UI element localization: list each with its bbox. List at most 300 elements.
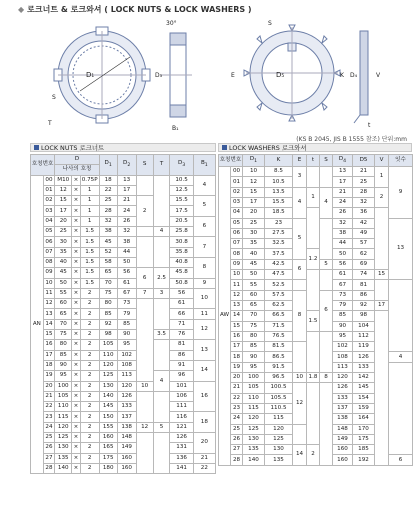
nut-thread-pitch: 1 [80, 216, 99, 226]
nut-b1: 16 [193, 381, 215, 412]
washer-k: 15.5 [265, 198, 293, 208]
nut-table-row [31, 278, 216, 288]
washer-s: 4 [320, 187, 333, 218]
nut-thread-sep: × [72, 206, 80, 216]
washer-d1: 15 [243, 187, 265, 197]
washer-d1: 70 [243, 311, 265, 321]
nut-number: 27 [43, 453, 55, 463]
nut-thread-sep: × [72, 350, 80, 360]
washer-d4: 120 [333, 373, 353, 383]
nut-header-d2: $D_2$ [117, 155, 136, 176]
washer-d4: 160 [333, 445, 353, 455]
washer-number: 08 [231, 249, 243, 259]
nut-thread-size: 17 [55, 206, 72, 216]
washer-d4: 137 [333, 403, 353, 413]
nut-number: 12 [43, 299, 55, 309]
nut-d1: 58 [99, 257, 117, 267]
nut-d3: 126 [170, 433, 193, 443]
nut-t [153, 237, 170, 268]
nut-s: 7 [136, 288, 153, 298]
nut-thread-sep: × [72, 330, 80, 340]
washer-v [375, 280, 389, 301]
nut-thread-sep: × [72, 227, 80, 237]
washer-table-row [219, 311, 413, 321]
nut-thread-pitch: 2 [80, 422, 99, 432]
nut-d2: 79 [117, 309, 136, 319]
washer-d5: 126 [353, 352, 375, 362]
nut-thread-pitch: 2 [80, 319, 99, 329]
nut-d2: 137 [117, 412, 136, 422]
nut-number: 05 [43, 227, 55, 237]
nut-thread-pitch: 2 [80, 371, 99, 381]
washer-k: 86.5 [265, 352, 293, 362]
svg-text:S: S [52, 94, 56, 101]
washer-d4: 61 [333, 270, 353, 280]
washer-k: 47.5 [265, 270, 293, 280]
nut-t: 3.5 [153, 330, 170, 340]
washer-d1: 90 [243, 352, 265, 362]
nut-thread-pitch: 2 [80, 433, 99, 443]
nut-d3: 106 [170, 391, 193, 401]
svg-text:D₃: D₃ [155, 72, 163, 79]
nut-number: 17 [43, 350, 55, 360]
washer-d1: 65 [243, 300, 265, 310]
nut-d3: 61 [170, 299, 193, 309]
washer-k: 42.5 [265, 259, 293, 269]
nut-thread-size: 120 [55, 422, 72, 432]
nut-d2: 50 [117, 257, 136, 267]
washer-d4: 26 [333, 208, 353, 218]
nut-thread-sep: × [72, 319, 80, 329]
washer-t [307, 270, 320, 311]
nut-thread-size: 95 [55, 371, 72, 381]
washer-t [307, 331, 320, 372]
nut-d3: 25.8 [170, 227, 193, 237]
washer-d4: 50 [333, 249, 353, 259]
washer-k: 8.5 [265, 167, 293, 177]
washer-d4: 133 [333, 393, 353, 403]
washer-e: 12 [293, 383, 307, 424]
nut-thread-size: 55 [55, 288, 72, 298]
washer-d4: 108 [333, 352, 353, 362]
nut-b1: 21 [193, 453, 215, 463]
nut-d2: 13 [117, 175, 136, 185]
svg-text:D₁: D₁ [86, 71, 95, 79]
nut-d1: 98 [99, 330, 117, 340]
lock-nuts-table [30, 154, 216, 474]
nut-thread-pitch: 1 [80, 196, 99, 206]
nut-thread-sep: × [72, 278, 80, 288]
washer-s [320, 167, 333, 188]
washer-number: 10 [231, 270, 243, 280]
nut-table-row [31, 319, 216, 329]
nut-number: 20 [43, 381, 55, 391]
washer-d1: 40 [243, 249, 265, 259]
nut-d1: 165 [99, 443, 117, 453]
nut-thread-pitch: 2 [80, 350, 99, 360]
nut-thread-size: 80 [55, 340, 72, 350]
washer-header-e: E [293, 155, 307, 167]
washer-e: 4 [293, 187, 307, 218]
nut-thread-sep: × [72, 175, 80, 185]
nut-d2: 26 [117, 216, 136, 226]
washer-d4: 38 [333, 228, 353, 238]
nut-d2: 17 [117, 185, 136, 195]
nut-table-row [31, 443, 216, 453]
washer-d4: 73 [333, 290, 353, 300]
nut-number: 18 [43, 360, 55, 370]
washer-k: 81.5 [265, 342, 293, 352]
washer-v [375, 311, 389, 465]
washer-d5: 42 [353, 218, 375, 228]
nut-d1: 120 [99, 360, 117, 370]
washer-d5: 25 [353, 177, 375, 187]
nut-thread-size: 125 [55, 433, 72, 443]
nut-table-row [31, 412, 216, 422]
washer-table-row [219, 208, 413, 218]
washer-header-v: V [375, 155, 389, 167]
nut-thread-sep: × [72, 453, 80, 463]
nut-d1: 175 [99, 453, 117, 463]
washer-k: 27.5 [265, 228, 293, 238]
washer-s [320, 331, 333, 372]
washer-d4: 67 [333, 280, 353, 290]
washer-d1: 17 [243, 198, 265, 208]
washer-header-d1: $D_1$ [243, 155, 265, 167]
washer-d5: 145 [353, 383, 375, 393]
washer-v: 15 [375, 270, 389, 280]
washer-number: 09 [231, 259, 243, 269]
nut-table-row [31, 463, 216, 473]
washer-s: 8 [320, 373, 333, 383]
washer-t [307, 208, 320, 249]
nut-d3: 20.5 [170, 216, 193, 226]
nut-b1: 18 [193, 412, 215, 433]
washer-s [320, 383, 333, 465]
nut-d2: 67 [117, 288, 136, 298]
nut-t: 3 [153, 288, 170, 298]
washer-number: 13 [231, 300, 243, 310]
nut-d1: 92 [99, 319, 117, 329]
nut-d1: 52 [99, 247, 117, 257]
nut-number: 19 [43, 371, 55, 381]
washer-d5: 74 [353, 270, 375, 280]
nut-thread-pitch: 1.5 [80, 278, 99, 288]
washer-v [375, 208, 389, 270]
nut-s: 6 [136, 268, 153, 289]
washer-d4: 148 [333, 424, 353, 434]
nut-table-row [31, 340, 216, 350]
washer-s [320, 218, 333, 259]
nut-thread-pitch: 2 [80, 288, 99, 298]
washer-e [293, 424, 307, 445]
nut-thread-sep: × [72, 463, 80, 473]
washer-t: 1.2 [307, 249, 320, 270]
washer-k: 66.5 [265, 311, 293, 321]
nut-table-row [31, 299, 216, 309]
nut-d1: 25 [99, 196, 117, 206]
nut-table-row [31, 453, 216, 463]
nut-t: 2.5 [153, 268, 170, 289]
washer-k: 91.5 [265, 362, 293, 372]
nut-d3: 12.5 [170, 185, 193, 195]
washer-t: 1.5 [307, 311, 320, 332]
svg-text:30°: 30° [166, 20, 177, 27]
nut-thread-pitch: 2 [80, 463, 99, 473]
svg-text:V: V [376, 72, 381, 79]
washer-d1: 60 [243, 290, 265, 300]
nut-thread-size: 35 [55, 247, 72, 257]
washer-d1: 20 [243, 208, 265, 218]
standards-note: (KS B 2045, JIS B 1555 참조) 단위:mm [296, 136, 407, 143]
washer-d5: 192 [353, 455, 375, 465]
nut-thread-pitch: 1 [80, 185, 99, 195]
washer-k: 130 [265, 445, 293, 455]
nut-b1: 6 [193, 216, 215, 237]
washer-teeth: 6 [389, 455, 413, 465]
washer-d5: 104 [353, 321, 375, 331]
washer-e: 8 [293, 290, 307, 341]
nut-thread-pitch: 1 [80, 206, 99, 216]
svg-text:t: t [368, 122, 371, 129]
svg-text:T: T [48, 120, 52, 127]
nut-header-thread: 나사의 호칭 [55, 165, 99, 175]
lock-nuts-section-label: LOCK NUTS 로크너트 [41, 144, 105, 152]
nut-thread-pitch: 2 [80, 412, 99, 422]
nut-thread-sep: × [72, 309, 80, 319]
washer-table-row [219, 187, 413, 197]
nut-d3: 17.5 [170, 206, 193, 216]
nut-d3: 121 [170, 422, 193, 432]
washer-number: 17 [231, 342, 243, 352]
nut-s [136, 433, 153, 474]
washer-teeth: 9 [389, 167, 413, 218]
washer-number: 14 [231, 311, 243, 321]
nut-d3: 96 [170, 371, 193, 381]
lock-washer-drawing [228, 15, 398, 133]
washer-d4: 56 [333, 259, 353, 269]
nut-d1: 105 [99, 340, 117, 350]
washer-k: 37.5 [265, 249, 293, 259]
nut-thread-pitch: 1.5 [80, 268, 99, 278]
nut-d2: 61 [117, 278, 136, 288]
washer-d4: 149 [333, 434, 353, 444]
washer-header-k: K [265, 155, 293, 167]
nut-t [153, 433, 170, 474]
page-title [18, 4, 252, 15]
nut-thread-pitch: 2 [80, 381, 99, 391]
washer-d1: 10 [243, 167, 265, 177]
washer-number: 23 [231, 403, 243, 413]
nut-table-row [31, 216, 216, 226]
washer-k: 71.5 [265, 321, 293, 331]
nut-d2: 120 [117, 381, 136, 391]
nut-d1: 150 [99, 412, 117, 422]
washer-t [307, 167, 320, 188]
nut-d3: 71 [170, 319, 193, 329]
lock-nuts-section-header [30, 143, 216, 152]
nut-table-row [31, 185, 216, 195]
nut-thread-pitch: 2 [80, 299, 99, 309]
washer-e [293, 280, 307, 290]
nut-d1: 125 [99, 371, 117, 381]
nut-header-b1: $B_1$ [193, 155, 215, 176]
washer-d1: 120 [243, 414, 265, 424]
washer-header-d4: $D_4$ [333, 155, 353, 167]
washer-d5: 21 [353, 167, 375, 177]
washer-d4: 79 [333, 300, 353, 310]
nut-t [153, 340, 170, 371]
nut-d3: 56 [170, 288, 193, 298]
nut-table-row [31, 330, 216, 340]
nut-b1: 13 [193, 340, 215, 361]
nut-d2: 24 [117, 206, 136, 216]
washer-e: 6 [293, 259, 307, 280]
washer-d5: 119 [353, 342, 375, 352]
nut-d1: 65 [99, 268, 117, 278]
washer-d5: 112 [353, 331, 375, 341]
nut-thread-size: 65 [55, 309, 72, 319]
nut-number: 21 [43, 391, 55, 401]
washer-number: 20 [231, 373, 243, 383]
nut-thread-sep: × [72, 412, 80, 422]
lock-washers-table [218, 154, 413, 466]
section-square-icon [222, 145, 227, 150]
nut-thread-sep: × [72, 299, 80, 309]
washer-k: 23 [265, 218, 293, 228]
nut-d1: 155 [99, 422, 117, 432]
nut-thread-sep: × [72, 391, 80, 401]
nut-thread-size: 85 [55, 350, 72, 360]
washer-d4: 85 [333, 311, 353, 321]
nut-d1: 75 [99, 288, 117, 298]
washer-teeth: 4 [389, 352, 413, 362]
washer-d1: 50 [243, 270, 265, 280]
washer-d5: 62 [353, 249, 375, 259]
nut-table-row [31, 402, 216, 412]
nut-thread-size: 12 [55, 185, 72, 195]
washer-k: 76.5 [265, 331, 293, 341]
svg-text:E: E [231, 72, 235, 79]
nut-table-row [31, 360, 216, 370]
nut-b1: 7 [193, 237, 215, 258]
washer-number: 18 [231, 352, 243, 362]
nut-thread-size: 110 [55, 402, 72, 412]
nut-d2: 95 [117, 340, 136, 350]
nut-s: 2 [136, 196, 153, 227]
nut-number: 09 [43, 268, 55, 278]
nut-t [153, 175, 170, 226]
nut-s: 12 [136, 422, 153, 432]
washer-number: 06 [231, 228, 243, 238]
nut-d3: 101 [170, 381, 193, 391]
washer-e: 14 [293, 445, 307, 466]
nut-thread-pitch: 1.5 [80, 237, 99, 247]
washer-s [320, 270, 333, 291]
nut-d1: 145 [99, 402, 117, 412]
washer-d1: 80 [243, 331, 265, 341]
washer-d5: 81 [353, 280, 375, 290]
bullet-icon: ◆ [18, 5, 25, 14]
nut-table-row [31, 371, 216, 381]
nut-header-d1: $D_1$ [99, 155, 117, 176]
nut-thread-sep: × [72, 422, 80, 432]
nut-thread-pitch: 2 [80, 309, 99, 319]
washer-d1: 25 [243, 218, 265, 228]
washer-d4: 21 [333, 187, 353, 197]
washer-d1: 135 [243, 445, 265, 455]
washer-e [293, 342, 307, 373]
lock-nut-drawing [20, 15, 195, 133]
nut-thread-sep: × [72, 216, 80, 226]
nut-thread-size: 60 [55, 299, 72, 309]
nut-table-row [31, 268, 216, 278]
nut-d2: 85 [117, 319, 136, 329]
nut-t: 4 [153, 227, 170, 237]
washer-e: 5 [293, 218, 307, 259]
nut-s [136, 299, 153, 381]
washer-t: 1.8 [307, 373, 320, 383]
nut-d3: 81 [170, 340, 193, 350]
svg-text:K: K [340, 72, 344, 79]
nut-number: 28 [43, 463, 55, 473]
nut-b1: 12 [193, 319, 215, 340]
nut-d3: 76 [170, 330, 193, 340]
nut-thread-sep: × [72, 237, 80, 247]
nut-thread-sep: × [72, 340, 80, 350]
nut-d3: 30.8 [170, 237, 193, 247]
washer-d4: 102 [333, 342, 353, 352]
washer-number: 28 [231, 455, 243, 465]
washer-d4: 126 [333, 383, 353, 393]
washer-d5: 69 [353, 259, 375, 269]
nut-b1: 10 [193, 288, 215, 309]
nut-thread-pitch: 0.75P [80, 175, 99, 185]
washer-d5: 32 [353, 198, 375, 208]
nut-d2: 138 [117, 422, 136, 432]
washer-d5: 154 [353, 393, 375, 403]
washer-d1: 55 [243, 280, 265, 290]
washer-t [307, 383, 320, 445]
washer-number: 15 [231, 321, 243, 331]
nut-thread-size: 30 [55, 237, 72, 247]
nut-thread-sep: × [72, 288, 80, 298]
nut-d3: 141 [170, 463, 193, 473]
washer-header-s: S [320, 155, 333, 167]
nut-d2: 21 [117, 196, 136, 206]
nut-number: 11 [43, 288, 55, 298]
washer-number: 01 [231, 177, 243, 187]
page-title-text: 로크너트 & 로크와셔 ( LOCK NUTS & LOCK WASHERS ) [27, 5, 252, 14]
washer-d4: 24 [333, 198, 353, 208]
nut-number: 22 [43, 402, 55, 412]
washer-k: 32.5 [265, 239, 293, 249]
nut-number: 13 [43, 309, 55, 319]
washer-d5: 159 [353, 403, 375, 413]
nut-number: 02 [43, 196, 55, 206]
nut-thread-pitch: 2 [80, 340, 99, 350]
washer-k: 100.5 [265, 383, 293, 393]
washer-d5: 92 [353, 300, 375, 310]
nut-thread-pitch: 2 [80, 453, 99, 463]
nut-s [136, 237, 153, 268]
nut-number: 10 [43, 278, 55, 288]
washer-k: 125 [265, 434, 293, 444]
nut-table-row [31, 196, 216, 206]
nut-header-t: T [153, 155, 170, 176]
washer-k: 62.5 [265, 300, 293, 310]
washer-d4: 113 [333, 362, 353, 372]
